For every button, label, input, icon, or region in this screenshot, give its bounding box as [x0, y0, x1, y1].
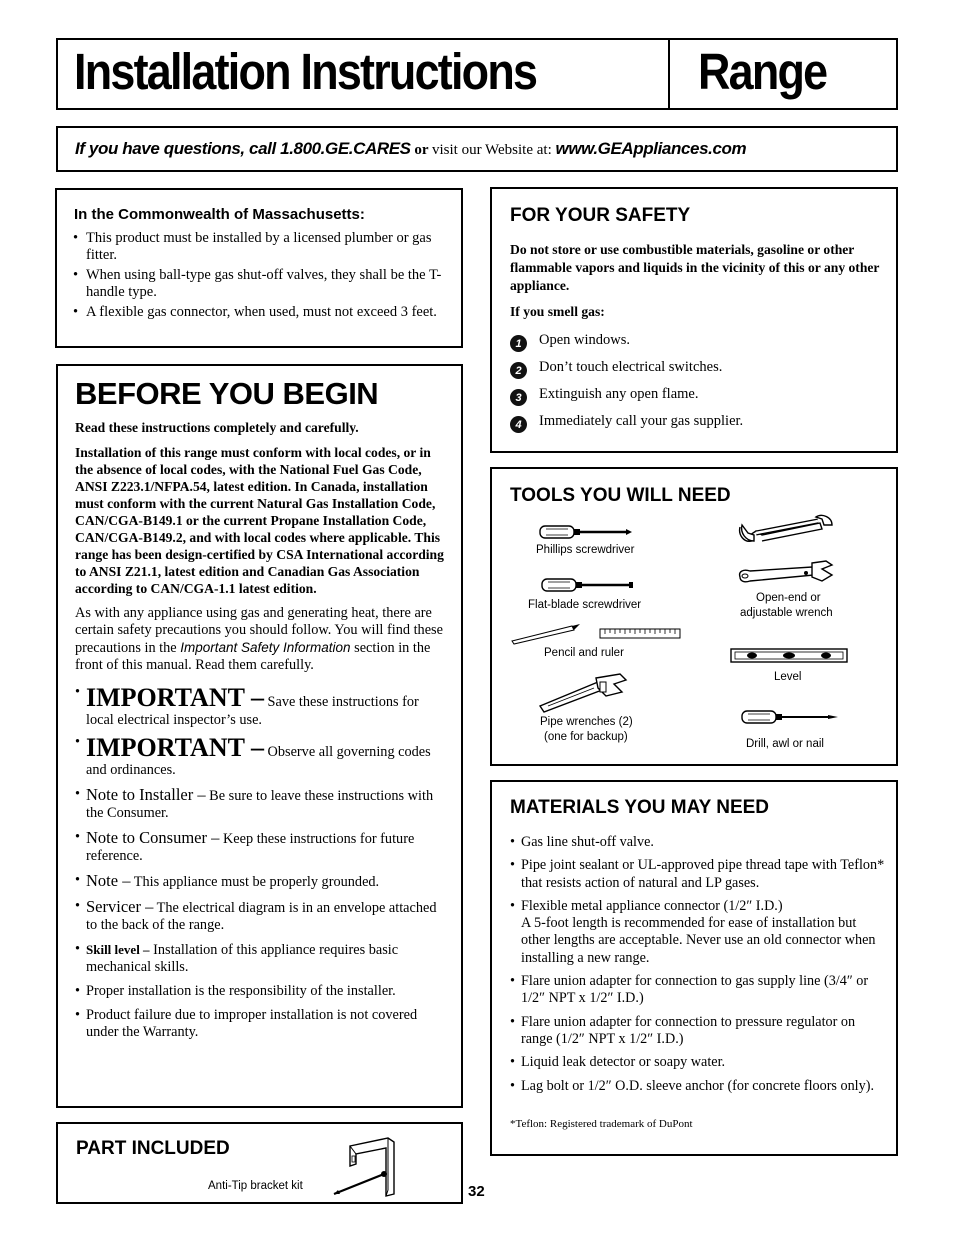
list-item: • Flare union adapter for connection to gas supply line (3/4″ or 1/2″ NPT x 1/2″ I.D.)	[510, 973, 885, 1008]
intro-text: Read these instructions completely and carefully.	[75, 420, 359, 435]
list-item: • Note – This appliance must be properly grounded.	[75, 872, 450, 891]
smell-gas-heading: If you smell gas:	[510, 304, 605, 319]
gas-steps-list	[510, 327, 743, 435]
pipe-wrench-icon	[536, 672, 632, 714]
safety-reference: Important Safety Information	[180, 640, 351, 655]
massachusetts-heading: In the Commonwealth of Massachusetts:	[74, 206, 365, 223]
pencil-icon	[510, 623, 582, 645]
contact-visit: visit our Website at:	[431, 142, 556, 158]
safety-precautions-text: As with any appliance using gas and generating heat, there are certain safety precautions you should follow. You will find these precautions in the Important Safety Information section in the front of this manual. Read them carefully.	[75, 605, 443, 673]
safety-section	[490, 187, 898, 453]
materials-section	[490, 780, 898, 1156]
open-end-wrench-icon	[736, 513, 836, 549]
list-item: • Product failure due to improper installation is not covered under the Warranty.	[75, 1007, 450, 1041]
adjustable-wrench-icon	[736, 559, 836, 587]
list-item: 4 Immediately call your gas supplier.	[510, 408, 743, 435]
list-item: • When using ball-type gas shut-off valves, they shall be the T-handle type.	[73, 267, 455, 301]
list-item: • Pipe joint sealant or UL-approved pipe thread tape with Teflon* that resists action of natural and LP gases.	[510, 857, 885, 892]
list-item: • Servicer – The electrical diagram is in an envelope attached to the back of the range.	[75, 898, 450, 934]
pipe-wrench-label-1: Pipe wrenches (2)	[540, 716, 633, 728]
tools-heading: TOOLS YOU WILL NEED	[510, 485, 731, 506]
wrench-label-1: Open-end or	[756, 592, 821, 604]
wrench-label-2: adjustable wrench	[740, 607, 833, 619]
list-item: • Skill level – Installation of this appliance requires basic mechanical skills.	[75, 941, 450, 976]
materials-list	[510, 834, 885, 1101]
massachusetts-section	[55, 188, 463, 348]
list-item: • IMPORTANT – Observe all governing codes and ordinances.	[75, 734, 450, 779]
step-number-icon: 2	[510, 362, 527, 379]
page-number: 32	[468, 1183, 485, 1200]
contact-or: or	[410, 142, 432, 158]
list-item: 1 Open windows.	[510, 327, 743, 354]
list-item: 3 Extinguish any open flame.	[510, 381, 743, 408]
flat-screwdriver-icon	[540, 575, 635, 595]
part-included-section	[56, 1122, 463, 1204]
awl-icon	[740, 707, 840, 727]
before-you-begin-section	[56, 364, 463, 1108]
page-title: Installation Instructions	[74, 43, 537, 100]
list-item: • Flexible metal appliance connector (1/2″ I.D.) A 5-foot length is recommended for ease of installation but other lengths are acceptable. Never use an old connector when installing a new range.	[510, 898, 885, 967]
list-item: • A flexible gas connector, when used, must not exceed 3 feet.	[73, 304, 455, 321]
contact-line	[75, 139, 746, 159]
level-label: Level	[774, 671, 802, 683]
contact-phone: If you have questions, call 1.800.GE.CARES	[75, 139, 411, 158]
connector-note: A 5-foot length is recommended for ease of installation but other lengths are acceptable. Never use an old connector when installing a new range.	[521, 915, 876, 966]
notes-list	[75, 684, 450, 1041]
list-item: • Lag bolt or 1/2″ O.D. sleeve anchor (for concrete floors only).	[510, 1078, 885, 1095]
list-item: 2 Don’t touch electrical switches.	[510, 354, 743, 381]
safety-heading: FOR YOUR SAFETY	[510, 205, 691, 226]
drill-label: Drill, awl or nail	[746, 738, 824, 750]
product-title: Range	[698, 43, 827, 100]
list-item: • IMPORTANT – Save these instructions for local electrical inspector’s use.	[75, 684, 450, 729]
list-item: • Liquid leak detector or soapy water.	[510, 1054, 885, 1071]
before-you-begin-heading: BEFORE YOU BEGIN	[75, 376, 379, 411]
bracket-caption: Anti-Tip bracket kit	[208, 1180, 303, 1192]
part-included-heading: PART INCLUDED	[76, 1138, 230, 1159]
title-banner	[56, 38, 898, 110]
pencil-ruler-label: Pencil and ruler	[544, 647, 624, 659]
contact-website-link[interactable]: www.GEAppliances.com	[555, 139, 747, 158]
ruler-icon	[599, 628, 681, 640]
list-item: • Gas line shut-off valve.	[510, 834, 885, 851]
step-number-icon: 4	[510, 416, 527, 433]
important-heading: IMPORTANT –	[86, 733, 264, 762]
phillips-label: Phillips screwdriver	[536, 544, 635, 556]
tools-section	[490, 467, 898, 766]
flat-label: Flat-blade screwdriver	[528, 599, 642, 611]
level-icon	[730, 647, 848, 665]
step-number-icon: 1	[510, 335, 527, 352]
list-item: • Note to Consumer – Keep these instructions for future reference.	[75, 829, 450, 865]
materials-heading: MATERIALS YOU MAY NEED	[510, 797, 770, 818]
safety-warning: Do not store or use combustible materials, gasoline or other flammable vapors and liquids in the vicinity of this or any other appliance.	[510, 242, 880, 293]
list-item: • Flare union adapter for connection to pressure regulator on range (1/2″ NPT x 1/2″ I.D.)	[510, 1014, 885, 1049]
step-number-icon: 3	[510, 389, 527, 406]
important-heading: IMPORTANT –	[86, 683, 264, 712]
contact-banner	[56, 126, 898, 172]
list-item: • Note to Installer – Be sure to leave these instructions with the Consumer.	[75, 786, 450, 822]
massachusetts-list	[73, 230, 455, 324]
phillips-screwdriver-icon	[538, 521, 633, 543]
pipe-wrench-label-2: (one for backup)	[544, 731, 628, 743]
codes-text: Installation of this range must conform with local codes, or in the absence of local codes, with the National Fuel Gas Code, ANSI Z223.1/NFPA.54, latest edition. In Canada, installation must conform with the current Natural Gas Installation Code, CAN/CGA-B149.1 or the current Propane Installation Code, CAN/CGA-B149.2, and with local codes where applicable. This range has been design-certified by CSA International according to ANSI Z21.1, latest edition and Canadian Gas Association according to CAN/CGA-1.1 latest edition.	[75, 445, 444, 596]
anti-tip-bracket-icon	[332, 1132, 408, 1198]
before-you-begin-content	[75, 419, 450, 1048]
list-item: • Proper installation is the responsibility of the installer.	[75, 983, 450, 1000]
title-divider	[668, 40, 670, 108]
teflon-footnote: *Teflon: Registered trademark of DuPont	[510, 1118, 693, 1130]
list-item: • This product must be installed by a licensed plumber or gas fitter.	[73, 230, 455, 264]
